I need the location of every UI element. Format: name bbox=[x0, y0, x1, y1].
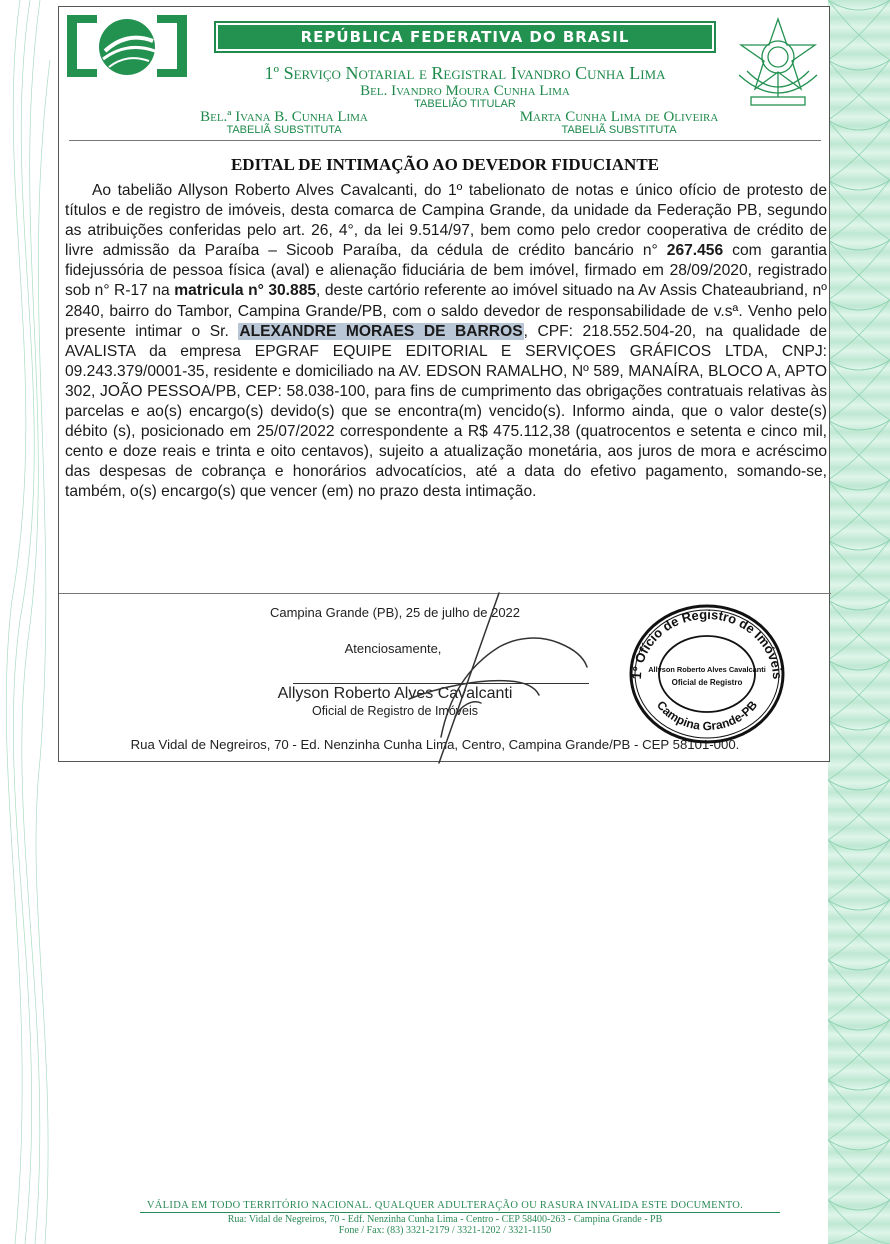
handwritten-signature-icon bbox=[349, 587, 589, 767]
body-part-1: Ao tabelião Allyson Roberto Alves Cavalcanti, do 1º tabelionato de notas e único ofício de protesto de títulos e de registro de imóveis, desta comarca de Campina Grande, da unidade da Federação PB, segundo as atribuições conferidas pelo art. 26, 4°, da lei 9.514/97, bem como pelo credor cooperativa de crédito de livre admissão da Paraíba – Sicoob Paraíba, da cédula de crédito bancário n° bbox=[65, 182, 827, 260]
seal-bottom-text: Campina Grande-PB bbox=[653, 698, 761, 734]
substituta-2-role: TABELIÃ SUBSTITUTA bbox=[561, 124, 677, 136]
seal-top-text: 1º Ofício de Registro de Imóveis bbox=[628, 606, 786, 680]
svg-text:Campina Grande-PB bbox=[654, 698, 760, 733]
guilloche-pattern-icon bbox=[828, 0, 890, 1244]
guilloche-border-right bbox=[828, 0, 890, 1244]
body-part-3: , deste cartório referente ao imóvel situado na Av Assis Chateaubriand, nº 2840, bairro do Tambor, Campina Grande/PB, com o saldo devedor de responsabilidade de v.sª. Venho pelo presente intimar o Sr. bbox=[65, 282, 827, 340]
substituta-2 bbox=[479, 109, 759, 136]
tabeliao-role: TABELIÃO TITULAR bbox=[414, 98, 516, 110]
substituta-1-name: Bel.ª Ivana B. Cunha Lima bbox=[200, 109, 368, 125]
brazil-coat-of-arms-icon bbox=[729, 15, 827, 115]
body-part-2: com garantia fidejussória de pessoa física (aval) e alienação fiduciária de bem imóvel, firmado em 28/09/2020, registrado sob n° R-17 na bbox=[65, 242, 827, 300]
footer-contact bbox=[60, 1214, 830, 1236]
seal-name: Allyson Roberto Alves Cavalcanti bbox=[648, 665, 766, 674]
header-divider bbox=[69, 140, 821, 141]
republica-text: REPÚBLICA FEDERATIVA DO BRASIL bbox=[218, 25, 712, 49]
guilloche-swirl-icon bbox=[0, 0, 60, 1244]
document-frame bbox=[58, 6, 830, 762]
footer-divider bbox=[140, 1212, 780, 1213]
cedula-number: 267.456 bbox=[666, 242, 724, 260]
seal-role: Oficial de Registro bbox=[671, 678, 743, 687]
document-title: EDITAL DE INTIMAÇÃO AO DEVEDOR FIDUCIANTE bbox=[230, 155, 660, 174]
signer-name: Allyson Roberto Alves Cavalcanti bbox=[277, 685, 513, 702]
footer-validity: VÁLIDA EM TODO TERRITÓRIO NACIONAL. QUALQUER ADULTERAÇÃO OU RASURA INVALIDA ESTE DOCUMENTO. bbox=[146, 1200, 744, 1211]
servico-title: 1º Serviço Notarial e Registral Ivandro Cunha Lima bbox=[264, 63, 666, 83]
signer-role: Oficial de Registro de Imóveis bbox=[311, 704, 479, 718]
tabeliao-name: Bel. Ivandro Moura Cunha Lima bbox=[360, 83, 570, 99]
substituta-2-name: Marta Cunha Lima de Oliveira bbox=[519, 109, 719, 125]
document-body bbox=[65, 181, 827, 503]
notary-logo-icon bbox=[65, 11, 189, 83]
debtor-name-highlight: ALEXANDRE MORAES DE BARROS bbox=[239, 322, 523, 340]
body-part-4: , CPF: 218.552.504-20, na qualidade de AVALISTA da empresa EPGRAF EQUIPE EDITORIAL E SERVIÇOES GRÁFICOS LTDA, CNPJ: 09.243.379/0001-35, residente e domiciliado na AV. EDSON RAMALHO, Nº 589, MANAÍRA, BLOCO A, APTO 302, JOÃO PESSOA/PB, CEP: 58.038-100, para fins de cumprimento das obrigações contratuais relativas às parcelas e ao(s) encargo(s) devido(s) que se encontra(m) vencido(s). Informo ainda, que o valor deste(s) débito (s), posicionado em 25/07/2022 correspondente a R$ 475.112,38 (quatrocentos e setenta e cinco mil, cento e doze reais e trinta e oito centavos), sujeito a atualização monetária, aos juros de mora e acréscimo das despesas de cobrança e honorários advocatícios, até a data do efetivo pagamento, somando-se, também, o(s) encargo(s) que vencer (em) no prazo desta intimação. bbox=[65, 322, 827, 501]
official-seal-icon bbox=[627, 603, 787, 745]
republica-banner bbox=[214, 21, 716, 53]
footer-phone: Fone / Fax: (83) 3321-2179 / 3321-1202 / 3321-1150 bbox=[338, 1225, 552, 1236]
substituta-1-role: TABELIÃ SUBSTITUTA bbox=[226, 124, 342, 136]
office-address: Rua Vidal de Negreiros, 70 - Ed. Nenzinha Cunha Lima, Centro, Campina Grande/PB - CEP 58101-000. bbox=[130, 737, 740, 752]
matricula-number: matricula n° 30.885 bbox=[174, 282, 317, 300]
guilloche-border-left bbox=[0, 0, 60, 1244]
signature-date: Campina Grande (PB), 25 de julho de 2022 bbox=[269, 605, 521, 620]
substituta-1 bbox=[164, 109, 404, 136]
signature-closing: Atenciosamente, bbox=[344, 641, 442, 656]
footer-address: Rua: Vidal de Negreiros, 70 - Edf. Nenzinha Cunha Lima - Centro - CEP 58400-263 - Campina Grande - PB bbox=[227, 1214, 663, 1225]
